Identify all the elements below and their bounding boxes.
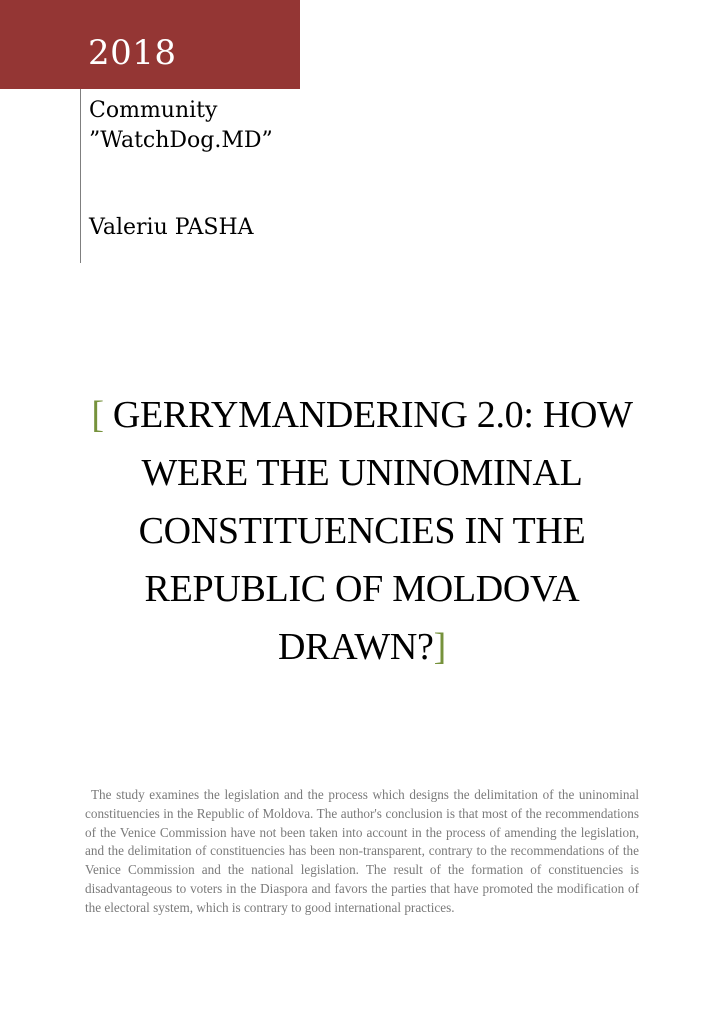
document-title: [60, 386, 664, 676]
organization-block: [89, 96, 273, 156]
organization-line-1: Community: [89, 98, 218, 123]
title-open-bracket: [: [91, 394, 104, 436]
author-name: Valeriu PASHA: [89, 215, 254, 240]
year-banner: [0, 0, 300, 89]
abstract-paragraph: The study examines the legislation and the process which designs the delimitation of the uninominal constituencies in the Republic of Moldova. The author's conclusion is that most of the recommendations of the Venice Commission have not been taken into account in the process of amending the legislation, and the delimitation of constituencies has been non-transparent, contrary to the recommendations of the Venice Commission and the national legislation. The result of the formation of constituencies is disadvantageous to voters in the Diaspora and favors the parties that have promoted the modification of the electoral system, which is contrary to good international practices.: [85, 787, 639, 915]
vertical-divider: [80, 89, 81, 263]
title-close-bracket: ]: [433, 626, 446, 668]
title-text: GERRYMANDERING 2.0: HOW WERE THE UNINOMINAL CONSTITUENCIES IN THE REPUBLIC OF MOLDOVA DRAWN?: [103, 394, 633, 668]
year-label: 2018: [88, 33, 177, 73]
organization-line-2: ”WatchDog.MD”: [89, 128, 273, 153]
